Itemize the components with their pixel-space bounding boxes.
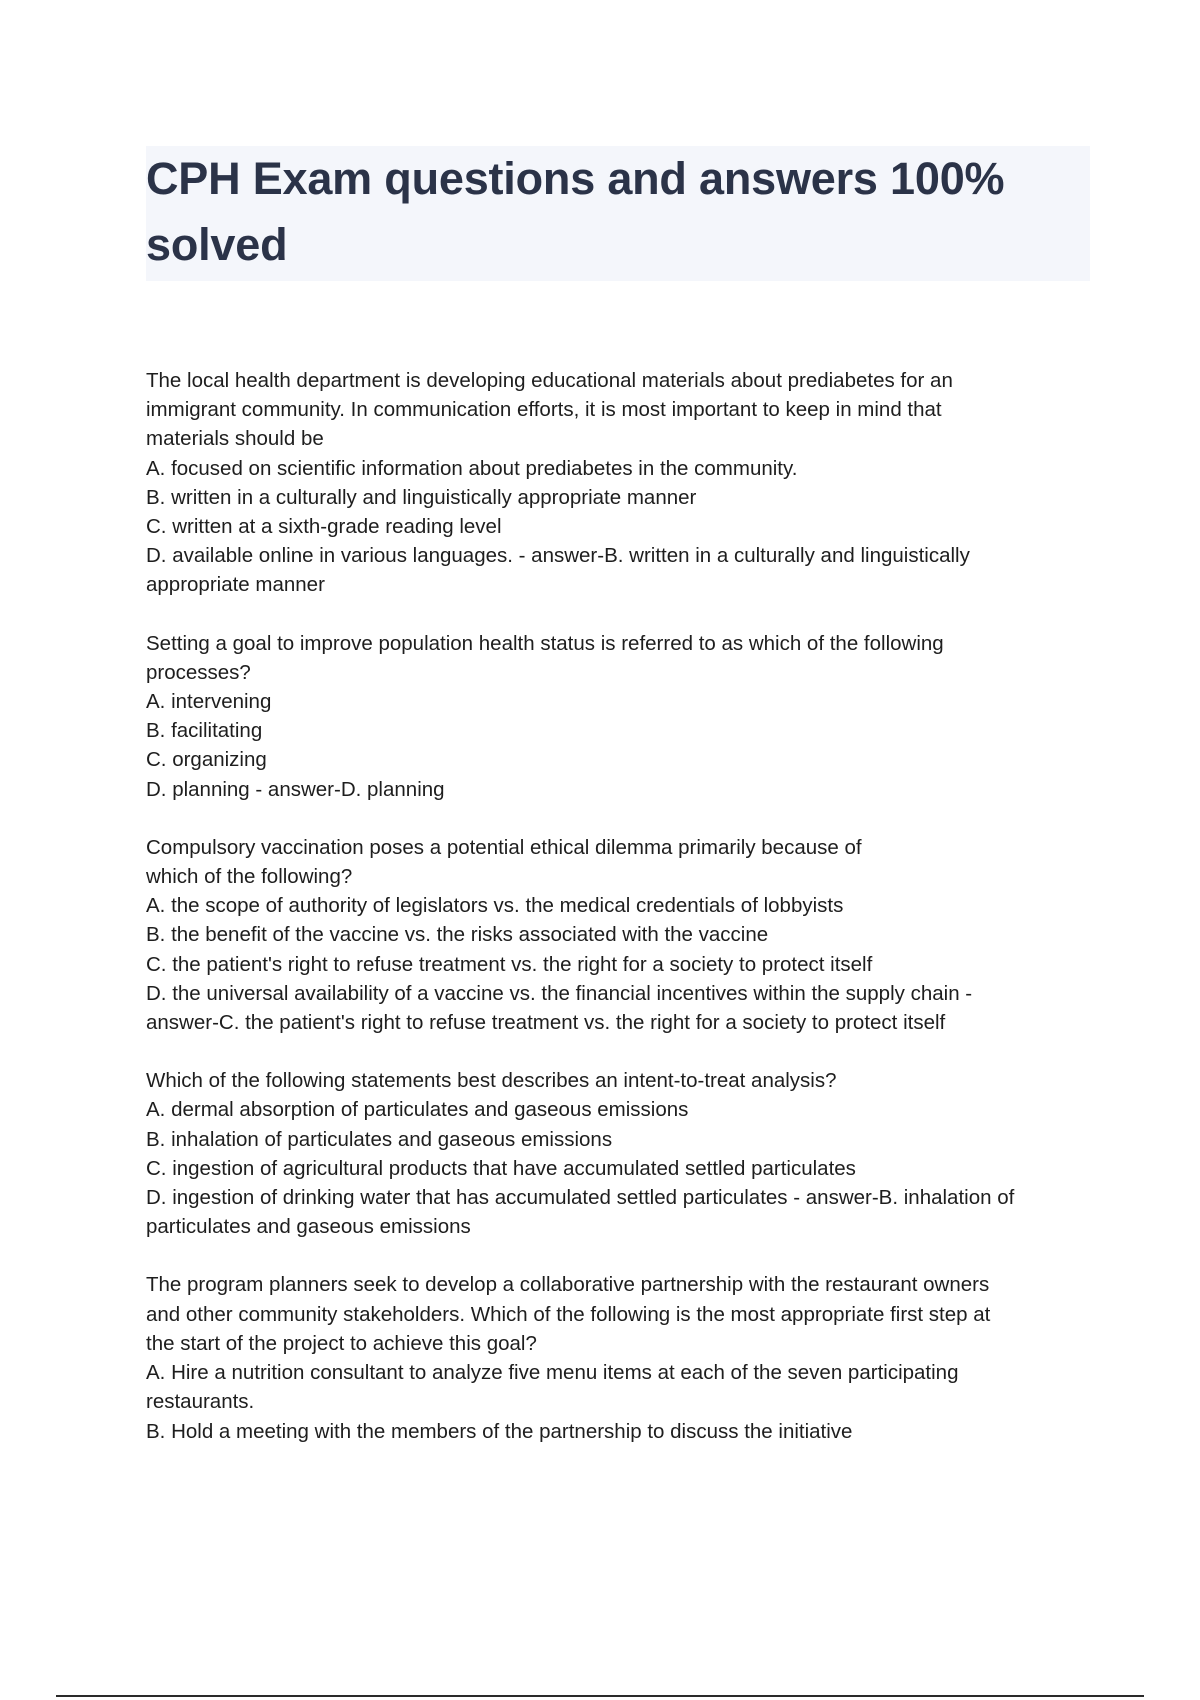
question-line: Which of the following statements best describes an intent-to-treat analysis? [146, 1069, 837, 1093]
document-title: CPH Exam questions and answers 100% solved [146, 153, 1005, 270]
option-a: A. the scope of authority of legislators vs. the medical credentials of lobbyists [146, 894, 844, 918]
question-line: which of the following? [146, 865, 353, 889]
question-block-4 [146, 1066, 1096, 1241]
option-b: B. written in a culturally and linguistically appropriate manner [146, 485, 697, 509]
question-block-1 [146, 366, 1096, 600]
option-a-continuation: restaurants. [146, 1390, 255, 1414]
option-d-answer: D. ingestion of drinking water that has accumulated settled particulates - answer-B. inhalation of [146, 1186, 1015, 1210]
option-c: C. ingestion of agricultural products that have accumulated settled particulates [146, 1156, 856, 1180]
option-b: B. facilitating [146, 719, 263, 743]
page-bottom-rule [56, 1695, 1144, 1697]
question-line: immigrant community. In communication efforts, it is most important to keep in mind that [146, 398, 942, 422]
question-line: Compulsory vaccination poses a potential ethical dilemma primarily because of [146, 835, 862, 859]
option-b: B. the benefit of the vaccine vs. the risks associated with the vaccine [146, 923, 769, 947]
question-line: The local health department is developing educational materials about prediabetes for an [146, 369, 953, 392]
option-b: B. inhalation of particulates and gaseous emissions [146, 1127, 613, 1151]
answer-continuation: particulates and gaseous emissions [146, 1215, 471, 1239]
option-a: A. dermal absorption of particulates and gaseous emissions [146, 1098, 689, 1122]
question-block-2 [146, 629, 1096, 804]
option-c: C. organizing [146, 748, 267, 772]
option-a: A. focused on scientific information about prediabetes in the community. [146, 456, 798, 480]
question-line: processes? [146, 660, 251, 684]
question-block-5 [146, 1270, 1096, 1445]
question-line: materials should be [146, 427, 324, 451]
option-d-answer: D. planning - answer-D. planning [146, 777, 445, 801]
answer-line: answer-C. the patient's right to refuse treatment vs. the right for a society to protect itself [146, 1011, 946, 1035]
option-c: C. the patient's right to refuse treatment vs. the right for a society to protect itself [146, 952, 873, 976]
question-block-3 [146, 833, 1096, 1037]
questions-list [146, 366, 1096, 1475]
answer-continuation: appropriate manner [146, 573, 325, 597]
question-line: The program planners seek to develop a collaborative partnership with the restaurant owners [146, 1273, 990, 1297]
option-c: C. written at a sixth-grade reading level [146, 515, 502, 539]
title-block [146, 146, 1090, 281]
question-line: the start of the project to achieve this goal? [146, 1331, 537, 1355]
option-d-answer: D. available online in various languages. - answer-B. written in a culturally and linguistically [146, 544, 970, 568]
option-a: A. Hire a nutrition consultant to analyze five menu items at each of the seven participating [146, 1361, 959, 1385]
option-b: B. Hold a meeting with the members of the partnership to discuss the initiative [146, 1419, 853, 1443]
option-a: A. intervening [146, 690, 272, 714]
question-line: Setting a goal to improve population health status is referred to as which of the following [146, 631, 944, 655]
option-d: D. the universal availability of a vaccine vs. the financial incentives within the supply chain - [146, 981, 973, 1005]
question-line: and other community stakeholders. Which of the following is the most appropriate first step at [146, 1302, 991, 1326]
